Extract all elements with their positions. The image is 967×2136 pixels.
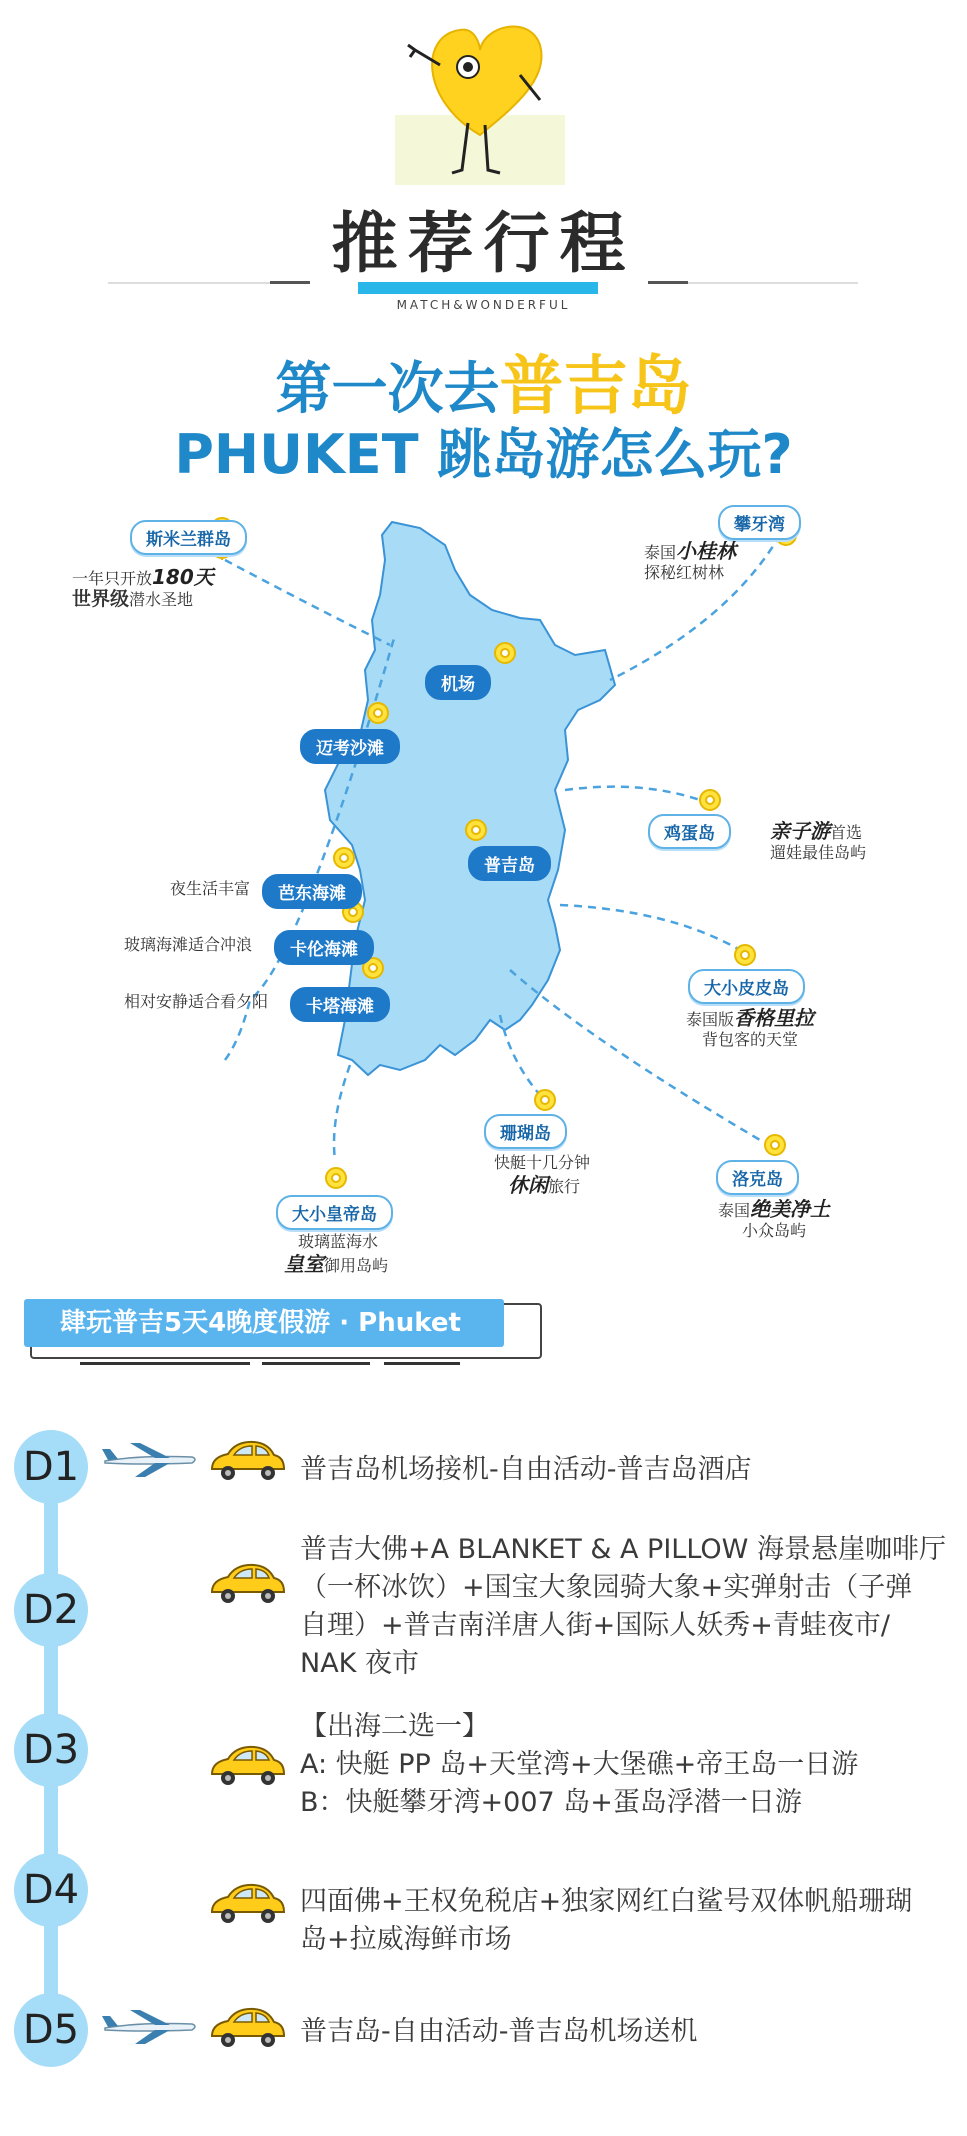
phuket-map [0,500,967,1300]
note-karon: 玻璃海滩适合冲浪 [124,935,253,954]
title-underline-bar [358,282,598,294]
subtitle: MATCH&WONDERFUL [396,298,571,312]
day1-text [300,1451,965,1489]
day2-line3: 自理）+普吉南洋唐人街+国际人妖秀+青蛙夜市/ [300,1610,890,1641]
day3-text [300,1708,965,1822]
note-racha-1: 玻璃蓝海水 [298,1232,379,1251]
day-badge-d2: D2 [14,1573,88,1647]
note-egg-2: 遛娃最佳岛屿 [770,843,867,862]
note-patong: 夜生活丰富 [170,879,251,898]
note-egg-1: 亲子游首选 [770,819,863,843]
banner-underline-1 [80,1362,250,1365]
headline-line2: PHUKET 跳岛游怎么玩? [174,423,793,486]
banner-underline-2 [262,1362,370,1365]
note-coral-1: 快艇十几分钟 [494,1153,591,1172]
label-phuket: 普吉岛 [468,846,551,881]
day5-line1: 普吉岛-自由活动-普吉岛机场送机 [300,2016,698,2047]
day-badge-d4: D4 [14,1853,88,1927]
day4-line2: 岛+拉威海鲜市场 [300,1924,512,1955]
car-icon [206,2004,288,2052]
car-icon [206,1880,288,1928]
label-patong: 芭东海滩 [262,874,362,909]
headline-pre: 第一次去 [275,357,500,422]
page-title: 推荐行程 [331,205,636,282]
day-badge-d3: D3 [14,1713,88,1787]
day2-line2: （一杯冰饮）+国宝大象园骑大象+实弹射击（子弹 [300,1572,913,1603]
banner-underline-3 [384,1362,460,1365]
day5-text [300,2013,965,2051]
note-phiphi-1: 泰国版香格里拉 [686,1006,815,1030]
note-kata: 相对安静适合看夕阳 [124,992,269,1011]
car-icon [206,1742,288,1790]
day2-line1: 普吉大佛+A BLANKET & A PILLOW 海景悬崖咖啡厅 [300,1534,946,1565]
airplane-icon [100,2004,200,2048]
divider-right-accent [648,281,688,284]
note-racha-2: 皇室御用岛屿 [284,1252,389,1276]
note-lok-2: 小众岛屿 [742,1221,807,1240]
label-coral: 珊瑚岛 [484,1114,567,1149]
label-similan: 斯米兰群岛 [130,520,247,555]
note-coral-2: 休闲旅行 [508,1173,581,1197]
day-badge-d5: D5 [14,1993,88,2067]
heart-mascot-icon [380,5,580,185]
label-maikhao: 迈考沙滩 [300,729,400,764]
note-similan-1: 一年只开放180天 [72,565,214,589]
itinerary-banner [24,1299,504,1347]
day2-text [300,1531,965,1683]
banner-text: 肆玩普吉5天4晚度假游 · Phuket [60,1308,461,1338]
label-phiphi: 大小皮皮岛 [688,969,805,1004]
label-airport: 机场 [425,665,491,700]
car-icon [206,1560,288,1608]
note-phangnga-2: 探秘红树林 [644,563,725,582]
day2-line4: NAK 夜市 [300,1648,419,1679]
day4-text [300,1883,965,1959]
label-kata: 卡塔海滩 [290,987,390,1022]
airplane-icon [100,1437,200,1481]
day4-line1: 四面佛+王权免税店+独家网红白鲨号双体帆船珊瑚 [300,1886,913,1917]
day1-line1: 普吉岛机场接机-自由活动-普吉岛酒店 [300,1454,752,1485]
label-racha: 大小皇帝岛 [276,1195,393,1230]
label-lok: 洛克岛 [716,1160,799,1195]
day-badge-d1: D1 [14,1430,88,1504]
label-phangnga: 攀牙湾 [718,505,801,540]
map-graphic [0,500,967,1300]
note-lok-1: 泰国绝美净土 [718,1197,831,1221]
car-icon [206,1437,288,1485]
label-karon: 卡伦海滩 [274,930,374,965]
headline-highlight: 普吉岛 [499,350,692,424]
label-egg: 鸡蛋岛 [648,814,731,849]
note-phangnga-1: 泰国小桂林 [644,539,737,563]
divider-left-accent [270,281,310,284]
note-similan-2: 世界级潜水圣地 [72,588,194,610]
day3-line2: A: 快艇 PP 岛+天堂湾+大堡礁+帝王岛一日游 [300,1749,859,1780]
note-phiphi-2: 背包客的天堂 [702,1030,799,1049]
day3-line1: 【出海二选一】 [300,1711,489,1742]
day3-line3: B：快艇攀牙湾+007 岛+蛋岛浮潜一日游 [300,1787,802,1818]
